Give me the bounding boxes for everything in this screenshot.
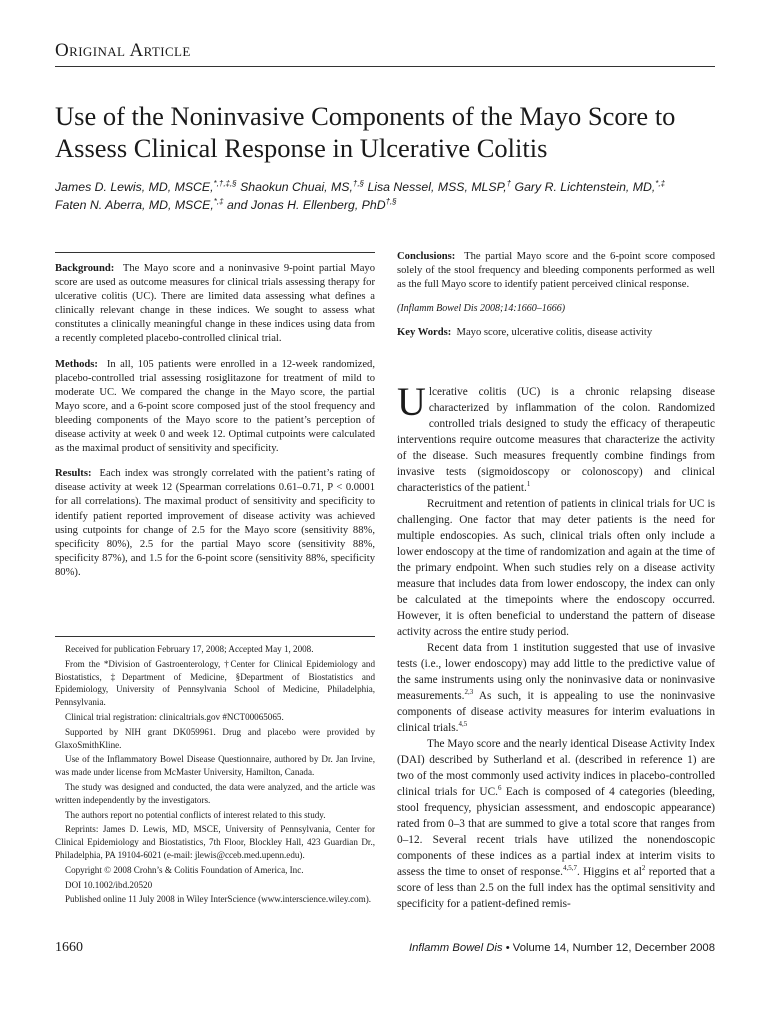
page-number: 1660 [55, 940, 83, 955]
reference-mark: 1 [526, 480, 531, 489]
footnote: Received for publication February 17, 2008; Accepted May 1, 2008. [65, 644, 314, 654]
methods-text: In all, 105 patients were enrolled in a 12-week randomized, placebo-controlled trial assessing rosiglitazone for treatment of mild to moderate UC. We compared the change in the Mayo score, the partial Mayo score, and a 6-point score composed just of the stool frequency and bleeding components of the Mayo score to the patient’s perception of disease activity at week 0 and week 12. Optimal cutpoints were calculated as the maximal product of sensitivity and specificity. [55, 358, 375, 455]
abstract-background [55, 262, 375, 347]
footnote: DOI 10.1002/ibd.20520 [65, 879, 153, 890]
author-name: Shaokun Chuai, MS, [240, 180, 353, 194]
author-affiliation: † [506, 178, 512, 188]
results-label: Results: [55, 468, 92, 480]
background-text: The Mayo score and a noninvasive 9-point partial Mayo score are used as outcome measures for clinical trials assessing therapy for ulcerative colitis (UC). There are limited data assessing what defines a clinically relevant change in these indices. We sought to assess what constitutes a clinically meaningful change in these indices using data from a recently completed placebo-controlled clinical trial. [55, 263, 375, 345]
author-list [55, 178, 735, 214]
footnote: Use of the Inflammatory Bowel Disease Questionnaire, authored by Dr. Jan Irvine, was made under license from McMaster University, Hamilton, Canada. [55, 754, 375, 778]
keywords-label: Key Words: [397, 327, 452, 339]
reference-mark: 6 [497, 784, 502, 793]
body-paragraph-text: Recruitment and retention of patients in clinical trials for UC is challenging. One factor that may deter patients is the need for multiple endoscopies. As such, clinical trials often only include a lower endoscopy at the time of randomization and again at the time of the primary endpoint. When such studies rely on a disease activity measure that includes data from lower endoscopy, the index can only be calculated at the timepoints where the endoscopy occurred. However, it is often beneficial to understand the pattern of disease activity across the entire study period. [397, 498, 715, 638]
body-paragraph [397, 379, 715, 496]
article-title: Use of the Noninvasive Components of the Mayo Score to Assess Clinical Response in Ulcerative Colitis [55, 101, 676, 163]
abstract-citation [397, 302, 715, 316]
body-paragraph [397, 736, 715, 912]
drop-cap: U [397, 379, 426, 424]
section-label: Original Article [55, 40, 191, 61]
journal-issue: • Volume 14, Number 12, December 2008 [502, 942, 715, 954]
footnote: The authors report no potential conflicts of interest related to this study. [65, 809, 326, 820]
body-paragraph-text: reported that a score of less than 2.5 on the full index has the optimal sensitivity and specificity for a patient-defined remis- [397, 866, 715, 910]
footnote-rule [55, 636, 375, 637]
footnote: Supported by NIH grant DK059961. Drug and placebo were provided by GlaxoSmithKline. [55, 726, 375, 750]
author-affiliation: †,§ [385, 196, 397, 206]
abstract-conclusions [397, 250, 715, 292]
author-affiliation: *,‡ [213, 196, 224, 206]
footnote: Published online 11 July 2008 in Wiley InterScience (www.interscience.wiley.com). [65, 894, 372, 905]
abstract-left-column [55, 262, 375, 591]
author-name: James D. Lewis, MD, MSCE, [55, 180, 214, 194]
abstract-right-column [397, 250, 715, 350]
author-affiliation: †,§ [352, 178, 365, 188]
reference-mark: 2,3 [464, 688, 474, 697]
journal-name: Inflamm Bowel Dis [409, 942, 503, 954]
body-text-column [397, 379, 715, 912]
body-paragraph [397, 496, 715, 640]
running-footer [409, 942, 715, 954]
reference-mark: 4,5,7 [562, 864, 577, 873]
footnotes [55, 643, 375, 908]
author-name: and Jonas H. Ellenberg, PhD [226, 198, 386, 212]
reference-mark: 4,5 [458, 720, 468, 729]
body-paragraph-text: The Mayo score and the nearly identical Disease Activity Index (DAI) described by Sutherland et al. (described in reference 1) are two of the most commonly used activity indices in placebo-controlled clinical trials for UC. [397, 738, 715, 798]
author-name: Lisa Nessel, MSS, MLSP, [367, 180, 507, 194]
citation-text: (Inflamm Bowel Dis 2008;14:1660–1666) [397, 303, 566, 315]
header-rule [55, 66, 715, 67]
body-paragraph-text: Each is composed of 4 categories (bleeding, stool frequency, physician assessment, and endoscopic appearance) rated from 0–3 that are summed to give a total score that ranges from 0–12. Several recent trials have utilized the nonendoscopic components of these indices as a partial index at interim visits to assess the time to onset of response. [397, 786, 715, 878]
abstract-results [55, 467, 375, 580]
body-paragraph-text: Recent data from 1 institution suggested that use of invasive tests (i.e., lower endoscopy) may add little to the predictive value of the same instruments using only the noninvasive data or noninvasive measurements. [397, 642, 715, 702]
methods-label: Methods: [55, 358, 98, 370]
conclusions-label: Conclusions: [397, 251, 456, 262]
abstract-rule [55, 252, 375, 253]
author-name: Gary R. Lichtenstein, MD, [514, 180, 656, 194]
footnote: Reprints: James D. Lewis, MD, MSCE, University of Pennsylvania, Center for Clinical Epidemiology and Biostatistics, 7th Floor, Blockley Hall, 423 Guardian Dr., Philadelphia, PA 19104-6021 (e-mail: jlewis@cceb.med.upenn.edu). [55, 824, 375, 860]
footnote: Clinical trial registration: clinicaltrials.gov #NCT00065065. [65, 711, 284, 722]
keywords-text: Mayo score, ulcerative colitis, disease activity [456, 327, 653, 339]
background-label: Background: [55, 263, 115, 274]
abstract-methods [55, 358, 375, 457]
footnote: From the *Division of Gastroenterology, †Center for Clinical Epidemiology and Biostatistics, ‡Department of Medicine, §Department of Biostatistics and Epidemiology, University of Pennsylvania School of Medicine, Philadelphia, Pennsylvania. [55, 658, 375, 708]
author-name: Faten N. Aberra, MD, MSCE, [55, 198, 214, 212]
body-paragraph [397, 640, 715, 736]
footnote: The study was designed and conducted, the data were analyzed, and the article was written independently by the investigators. [55, 781, 375, 805]
author-affiliation: *,†,‡,§ [213, 178, 237, 188]
results-text: Each index was strongly correlated with the patient’s rating of disease activity at week 12 (Spearman correlations 0.61–0.71, P < 0.0001 for all correlations). The maximal product of sensitivity and specificity to identify patient reported improvement of disease activity was achieved using cutpoints for change of 2.5 for the Mayo score (sensitivity 88%, specificity 80%), 2.5 for the partial Mayo score (sensitivity 88%, specificity 87%), and 1.5 for the 6-point score (sensitivity 88%, specificity 80%). [55, 468, 376, 578]
reference-mark: 2 [641, 864, 646, 873]
author-affiliation: *,‡ [655, 178, 666, 188]
footnote: Copyright © 2008 Crohn’s & Colitis Foundation of America, Inc. [65, 864, 304, 875]
abstract-keywords [397, 326, 715, 340]
conclusions-text: The partial Mayo score and the 6-point score composed solely of the stool frequency and bleeding components performed as well as the full Mayo score to identify patient perceived clinical response. [397, 251, 715, 291]
body-paragraph-text: . Higgins et al [576, 866, 642, 878]
body-paragraph-text: As such, it is appealing to use the noninvasive components of disease activity measures for interim evaluations in clinical trials. [397, 690, 715, 734]
body-paragraph-text: lcerative colitis (UC) is a chronic relapsing disease characterized by inflammation of the colon. Randomized controlled trials designed to study the efficacy of therapeutic interventions require outcome measures that characterize the activity of the disease. Such measures frequently combine findings from invasive tests (sigmoidoscopy or colonoscopy) and clinical characteristics of the patient. [397, 386, 715, 494]
